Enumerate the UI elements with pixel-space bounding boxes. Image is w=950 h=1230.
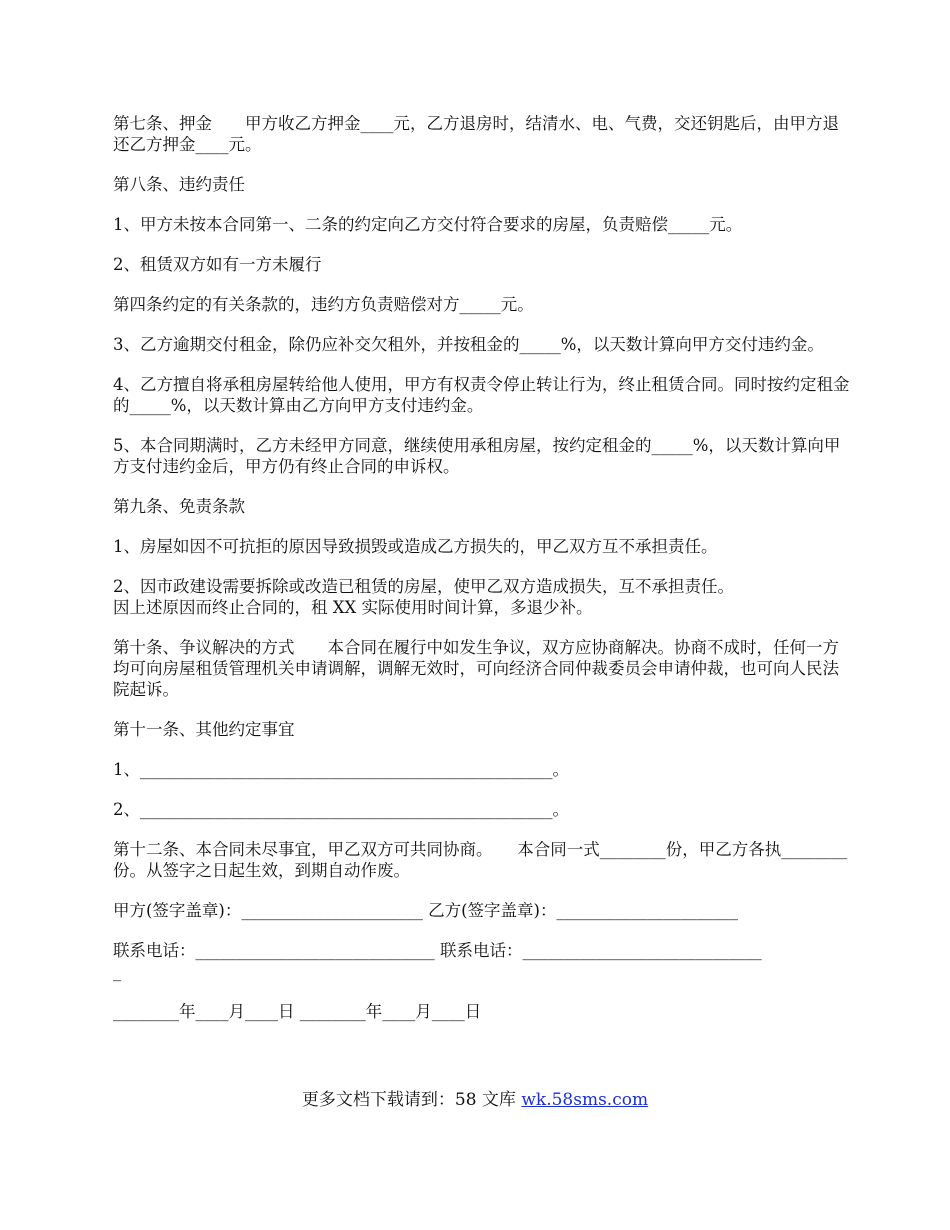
document-body bbox=[113, 113, 853, 1041]
clause-9-item-1: 1、房屋如因不可抗拒的原因导致损毁或造成乙方损失的，甲乙双方互不承担责任。 bbox=[113, 537, 718, 556]
clause-8-item-5: 5、本合同期满时，乙方未经甲方同意，继续使用承租房屋，按约定租金的_____%，以天数计算向甲方支付违约金后，甲方仍有终止合同的申诉权。 bbox=[113, 436, 841, 476]
footer-prefix: 更多文档下载请到：58 文库 bbox=[301, 1090, 522, 1110]
clause-7-deposit: 第七条、押金 甲方收乙方押金____元，乙方退房时，结清水、电、气费，交还钥匙后，由甲方退还乙方押金____元。 bbox=[113, 114, 839, 154]
clause-9-heading: 第九条、免责条款 bbox=[113, 497, 245, 516]
contact-phone-line: 联系电话：_____________________________ 联系电话：_____________________________ _ bbox=[113, 941, 762, 981]
clause-11-item-1: 1、__________________________________________________。 bbox=[113, 760, 569, 779]
download-footer bbox=[0, 1089, 950, 1111]
clause-8-item-1: 1、甲方未按本合同第一、二条的约定向乙方交付符合要求的房屋，负责赔偿_____元。 bbox=[113, 215, 743, 234]
clause-8-item-3: 3、乙方逾期交付租金，除仍应补交欠租外，并按租金的_____%，以天数计算向甲方交付违约金。 bbox=[113, 335, 824, 354]
clause-10-dispute: 第十条、争议解决的方式 本合同在履行中如发生争议，双方应协商解决。协商不成时，任何一方均可向房屋租赁管理机关申请调解，调解无效时，可向经济合同仲裁委员会申请仲裁，也可向人民法院起诉。 bbox=[113, 638, 839, 699]
clause-8-item-4: 4、乙方擅自将承租房屋转给他人使用，甲方有权责令停止转让行为，终止租赁合同。同时按约定租金的_____%，以天数计算由乙方向甲方支付违约金。 bbox=[113, 375, 850, 415]
clause-8-item-2-cont: 第四条约定的有关条款的，违约方负责赔偿对方_____元。 bbox=[113, 295, 534, 314]
clause-8-item-2: 2、租赁双方如有一方未履行 bbox=[113, 255, 322, 274]
footer-link[interactable]: wk.58sms.com bbox=[521, 1090, 649, 1110]
date-line: ________年____月____日 ________年____月____日 bbox=[113, 1002, 482, 1021]
clause-11-item-2: 2、__________________________________________________。 bbox=[113, 800, 569, 819]
clause-8-heading: 第八条、违约责任 bbox=[113, 175, 245, 194]
clause-11-heading: 第十一条、其他约定事宜 bbox=[113, 720, 295, 739]
clause-12-misc: 第十二条、本合同未尽事宜，甲乙双方可共同协商。 本合同一式________份，甲乙方各执________份。从签字之日起生效，到期自动作废。 bbox=[113, 840, 848, 880]
clause-9-item-2: 2、因市政建设需要拆除或改造已租赁的房屋，使甲乙双方造成损失，互不承担责任。 因上述原因而终止合同的，租 XX 实际使用时间计算，多退少补。 bbox=[113, 577, 734, 617]
signature-line: 甲方(签字盖章)：______________________ 乙方(签字盖章)：______________________ bbox=[113, 901, 738, 920]
